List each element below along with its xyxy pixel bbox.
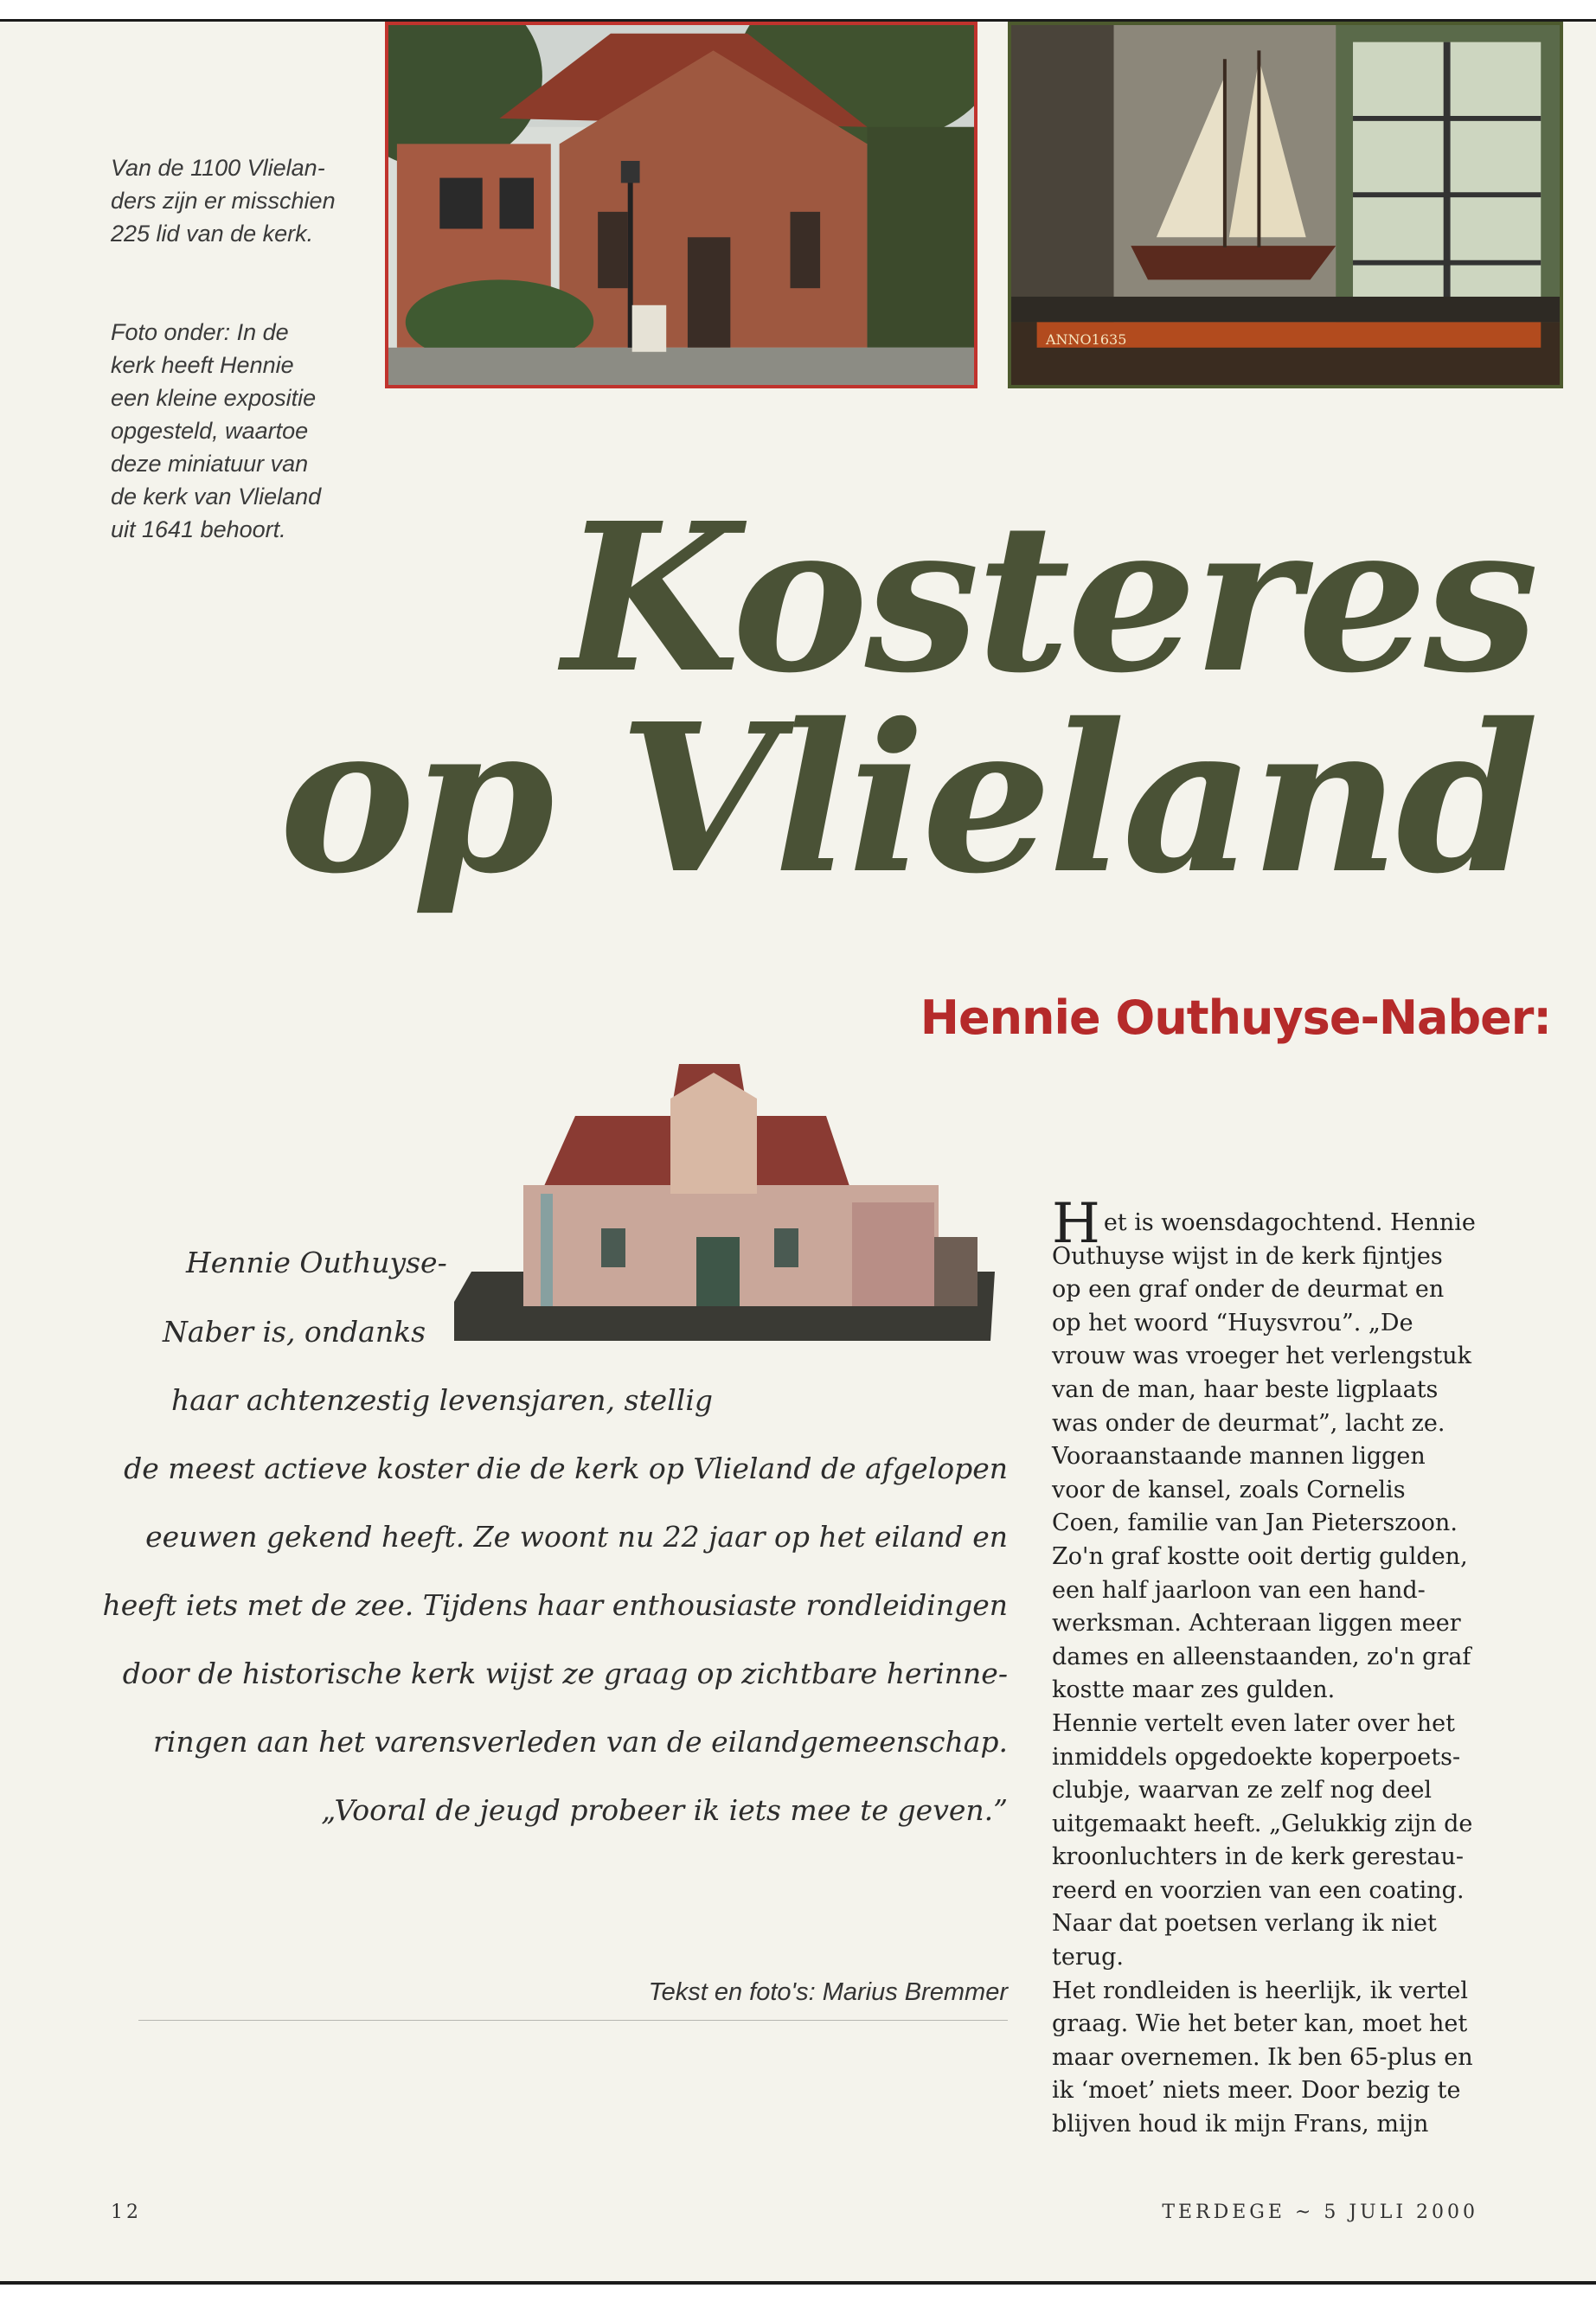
intro-line: „Vooral de jeugd probeer ik iets mee te geven.” [321, 1793, 1008, 1827]
drop-cap: H [1052, 1192, 1100, 1256]
body-text-column [1052, 1192, 1484, 2142]
body-line: terug. [1052, 1944, 1124, 1971]
body-line: inmiddels opgedoekte koperpoets- [1052, 1743, 1461, 1771]
body-line: blijven houd ik mijn Frans, mijn [1052, 2111, 1429, 2138]
magazine-page [0, 19, 1596, 2285]
caption-line: Foto onder: In de [111, 319, 289, 345]
body-line: Naar dat poetsen verlang ik niet [1052, 1910, 1437, 1938]
body-line: maar overnemen. Ik ben 65-plus en [1052, 2043, 1473, 2071]
intro-line: door de historische kerk wijst ze graag op zichtbare herinne- [122, 1657, 1008, 1690]
body-line: Hennie vertelt even later over het [1052, 1709, 1455, 1737]
caption-line: Van de 1100 Vlielan- [111, 155, 325, 181]
intro-line: heeft iets met de zee. Tijdens haar enthousiaste rondleidingen [102, 1588, 1008, 1622]
body-line: Zo'n graf kostte ooit dertig gulden, [1052, 1542, 1468, 1570]
body-line: op het woord “Huysvrou”. „De [1052, 1309, 1413, 1336]
body-line: graag. Wie het beter kan, moet het [1052, 2010, 1468, 2038]
church-exterior-photo [385, 22, 977, 388]
body-line: Outhuyse wijst in de kerk fijntjes [1052, 1242, 1443, 1270]
body-line: clubje, waarvan ze zelf nog deel [1052, 1777, 1433, 1804]
caption-line: een kleine expositie [111, 385, 317, 411]
intro-line: haar achtenzestig levensjaren, stellig [171, 1383, 714, 1417]
body-line: op een graf onder de deurmat en [1052, 1276, 1445, 1304]
caption-line: uit 1641 behoort. [111, 516, 286, 542]
ship-plaque-text: ANNO1635 [1046, 331, 1127, 348]
body-line: kostte maar zes gulden. [1052, 1676, 1336, 1704]
subheading: Hennie Outhuyse-Naber: [920, 990, 1551, 1045]
church-miniature-photo [454, 1064, 995, 1358]
photo-caption-top [111, 151, 344, 250]
body-line: Coen, familie van Jan Pieterszoon. [1052, 1509, 1458, 1537]
page-number: 12 [111, 2202, 142, 2223]
body-line: van de man, haar beste ligplaats [1052, 1375, 1439, 1403]
divider-line [138, 2020, 1008, 2021]
body-line: voor de kansel, zoals Cornelis [1052, 1476, 1406, 1503]
body-line: kroonluchters in de kerk gerestau- [1052, 1843, 1464, 1871]
intro-line: eeuwen gekend heeft. Ze woont nu 22 jaar op het eiland en [145, 1520, 1008, 1554]
body-line: was onder de deurmat”, lacht ze. [1052, 1409, 1445, 1437]
headline-line-2: op Vlieland [279, 678, 1535, 919]
caption-line: 225 lid van de kerk. [111, 221, 314, 247]
caption-line: de kerk van Vlieland [111, 484, 322, 510]
body-line: reerd en voorzien van een coating. [1052, 1876, 1465, 1904]
body-line: Het rondleiden is heerlijk, ik vertel [1052, 1977, 1468, 2004]
intro-line: ringen aan het varensverleden van de eilandgemeenschap. [153, 1725, 1008, 1759]
headline-line-1: Kosteres [562, 478, 1535, 718]
caption-line: ders zijn er misschien [111, 188, 336, 214]
body-line: Vooraanstaande mannen liggen [1052, 1443, 1426, 1471]
body-line: ik ‘moet’ niets meer. Door bezig te [1052, 2077, 1461, 2105]
caption-line: opgesteld, waartoe [111, 418, 309, 444]
body-line: uitgemaakt heeft. „Gelukkig zijn de [1052, 1810, 1473, 1837]
intro-line: de meest actieve koster die de kerk op Vlieland de afgelopen [124, 1452, 1008, 1485]
magazine-issue: TERDEGE ~ 5 JULI 2000 [1162, 2202, 1478, 2223]
body-line: werksman. Achteraan liggen meer [1052, 1610, 1461, 1638]
caption-line: deze miniatuur van [111, 451, 309, 477]
body-line: dames en alleenstaanden, zo'n graf [1052, 1643, 1471, 1670]
ship-model-photo [1008, 22, 1563, 388]
photo-credit: Tekst en foto's: Marius Bremmer [648, 1978, 1008, 2006]
photo-caption-bottom [111, 316, 344, 546]
intro-line: Naber is, ondanks [163, 1315, 426, 1349]
body-line: vrouw was vroeger het verlengstuk [1052, 1343, 1471, 1370]
caption-line: kerk heeft Hennie [111, 352, 294, 378]
body-line: een half jaarloon van een hand- [1052, 1576, 1426, 1604]
intro-line: Hennie Outhuyse- [186, 1246, 447, 1279]
body-line-text: et is woensdagochtend. Hennie [1103, 1209, 1476, 1236]
